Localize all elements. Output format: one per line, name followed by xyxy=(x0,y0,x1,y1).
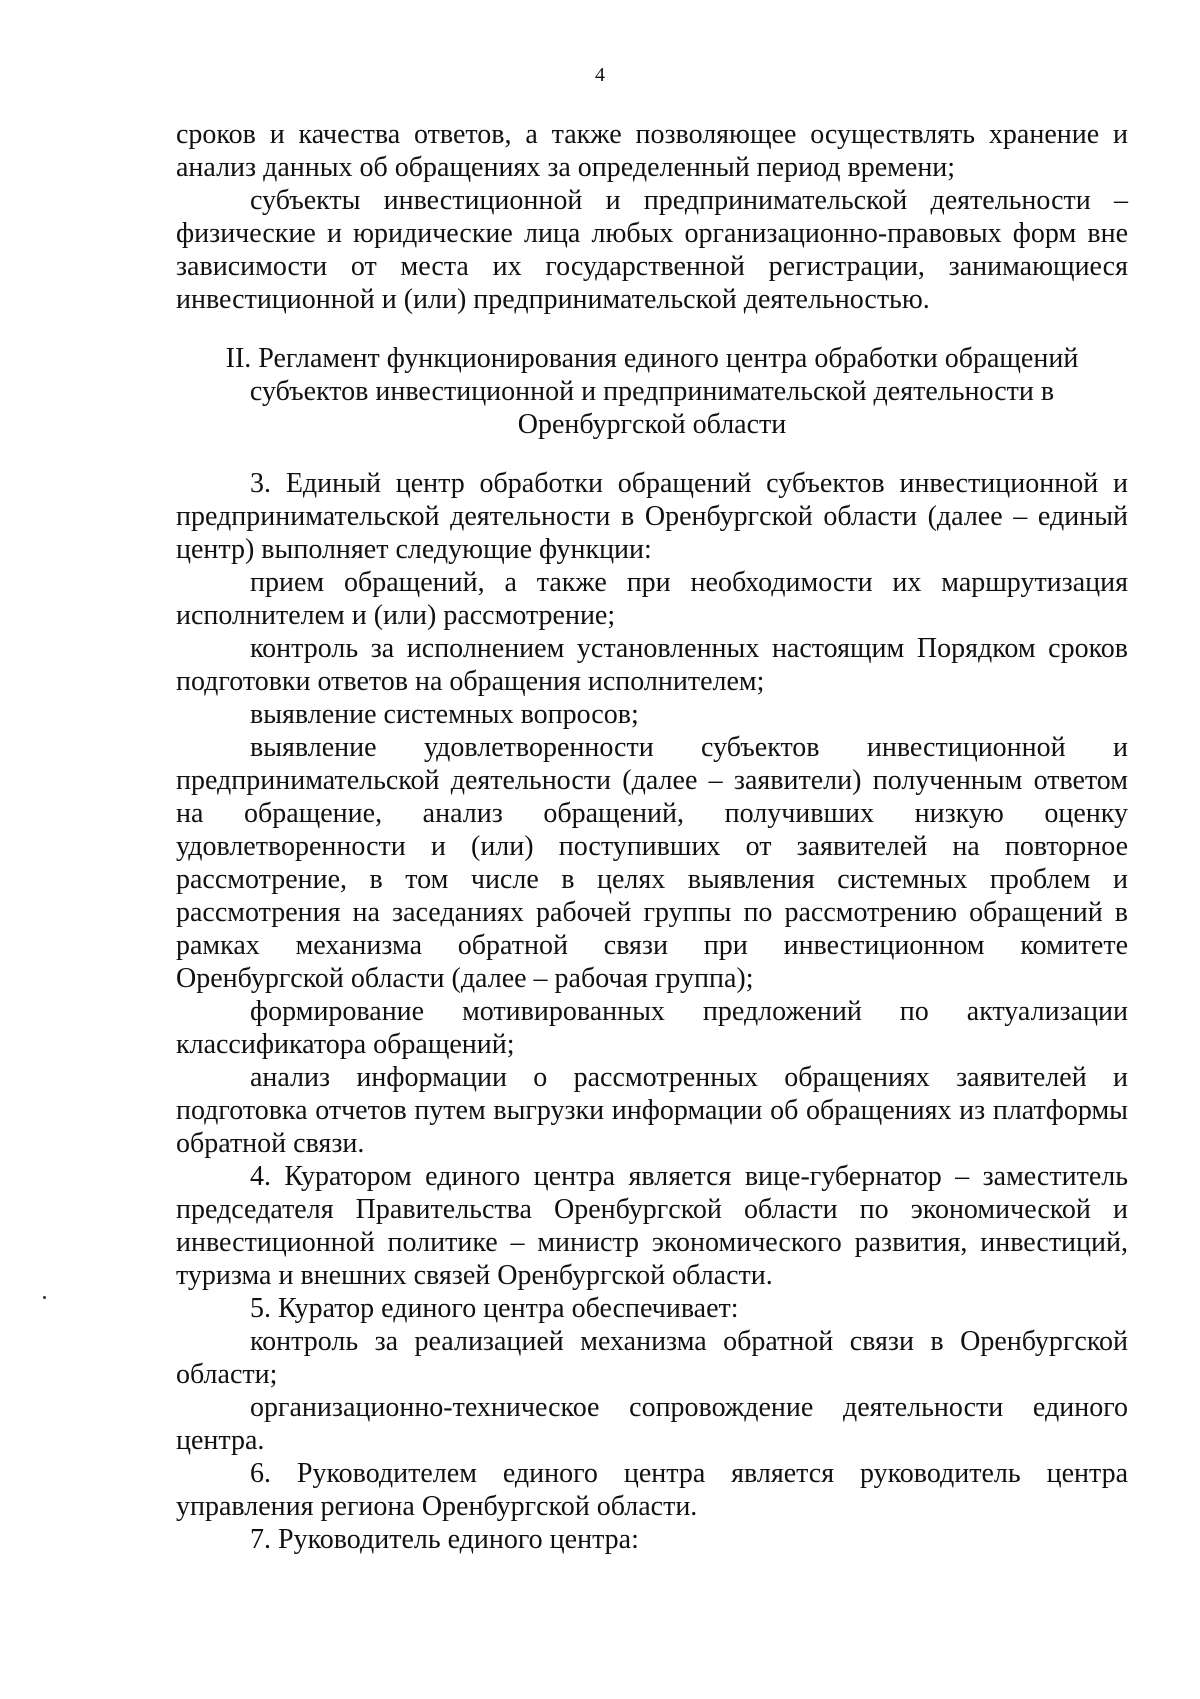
paragraph-curator-control: контроль за реализацией механизма обратной связи в Оренбургской области; xyxy=(176,1326,1128,1390)
paragraph-item-7: 7. Руководитель единого центра: xyxy=(250,1524,639,1555)
paragraph-curator-support: организационно-техническое сопровождение деятельности единого центра. xyxy=(176,1392,1128,1456)
paragraph-item-4: 4. Куратором единого центра является вице-губернатор – заместитель председателя Правительства Оренбургской области по экономической и инвестиционной политике – министр экономического развития, инвестиций, туризма и внешних связей Оренбургской области. xyxy=(176,1161,1128,1291)
paragraph-function-proposals: формирование мотивированных предложений по актуализации классификатора обращений; xyxy=(176,996,1128,1060)
document-body xyxy=(176,118,1128,1556)
paragraph-function-control: контроль за исполнением установленных настоящим Порядком сроков подготовки ответов на обращения исполнителем; xyxy=(176,633,1128,697)
paragraph-function-satisfaction: выявление удовлетворенности субъектов инвестиционной и предпринимательской деятельности (далее – заявители) полученным ответом на обращение, анализ обращений, получивших низкую оценку удовлетворенности и (или) поступивших от заявителей на повторное рассмотрение, в том числе в целях выявления системных проблем и рассмотрения на заседаниях рабочей группы по рассмотрению обращений в рамках механизма обратной связи при инвестиционном комитете Оренбургской области (далее – рабочая группа); xyxy=(176,732,1128,994)
scan-speck xyxy=(43,1296,46,1299)
paragraph-function-reception: прием обращений, а также при необходимости их маршрутизация исполнителем и (или) рассмотрение; xyxy=(176,567,1128,631)
paragraph-item-5: 5. Куратор единого центра обеспечивает: xyxy=(250,1293,739,1324)
paragraph-item-6: 6. Руководителем единого центра является руководитель центра управления региона Оренбургской области. xyxy=(176,1458,1128,1522)
paragraph-continuation: сроков и качества ответов, а также позволяющее осуществлять хранение и анализ данных об обращениях за определенный период времени; xyxy=(176,119,1128,183)
paragraph-definition-subjects: субъекты инвестиционной и предпринимательской деятельности – физические и юридические лица любых организационно-правовых форм вне зависимости от места их государственной регистрации, занимающиеся инвестиционной и (или) предпринимательской деятельностью. xyxy=(176,185,1128,315)
page-number: 4 xyxy=(595,64,605,86)
section-heading: II. Регламент функционирования единого центра обработки обращений субъектов инвестиционной и предпринимательской деятельности в Оренбургской области xyxy=(225,343,1079,440)
paragraph-item-3: 3. Единый центр обработки обращений субъектов инвестиционной и предпринимательской деятельности в Оренбургской области (далее – единый центр) выполняет следующие функции: xyxy=(176,468,1128,565)
paragraph-function-analysis: анализ информации о рассмотренных обращениях заявителей и подготовка отчетов путем выгрузки информации об обращениях из платформы обратной связи. xyxy=(176,1062,1128,1159)
paragraph-function-system-issues: выявление системных вопросов; xyxy=(250,699,639,730)
